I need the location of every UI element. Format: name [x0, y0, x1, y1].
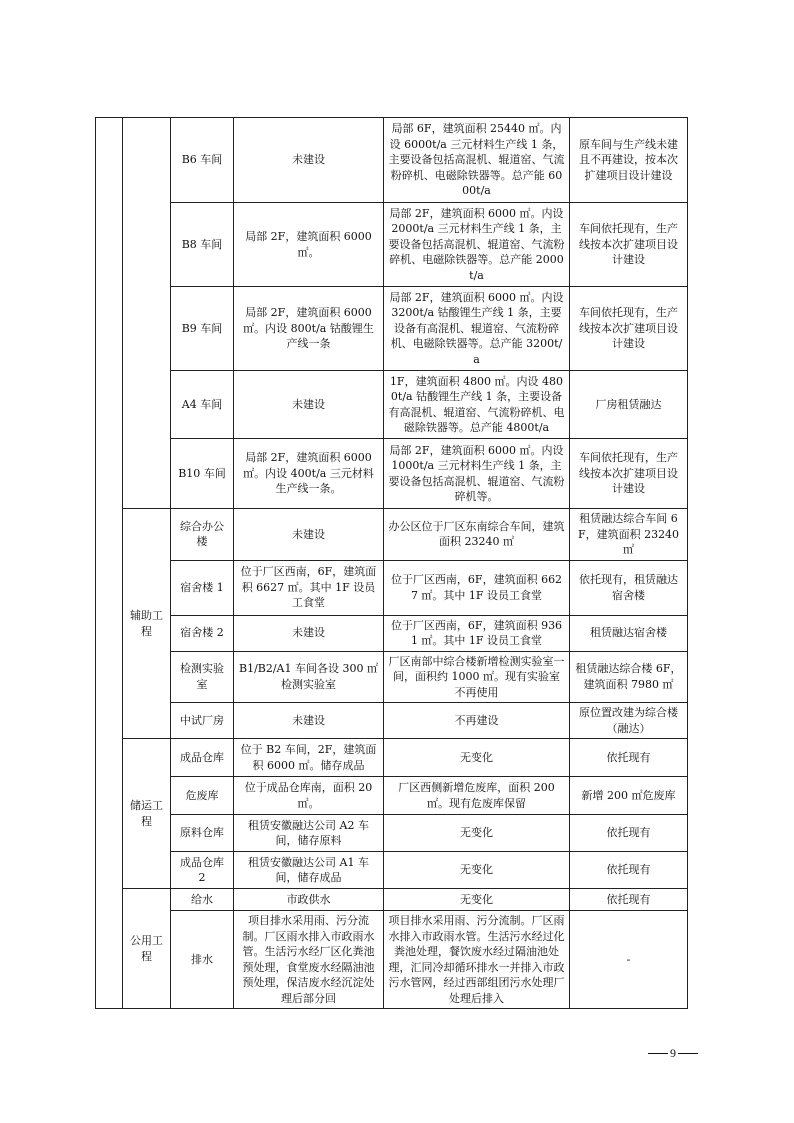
change-note-cell: 依托现有 [570, 889, 688, 911]
prev-status-cell: 局部 2F，建筑面积 6000 ㎡。内设 800t/a 钴酸锂生产线一条 [234, 287, 384, 371]
current-plan-cell: 厂区南部中综合楼新增检测实验室一间，面积约 1000 ㎡。现有实验室不再使用 [384, 651, 570, 703]
current-plan-cell: 不再建设 [384, 703, 570, 739]
current-plan-cell: 局部 2F，建筑面积 6000 ㎡。内设 3200t/a 钴酸锂生产线 1 条，主要设备有高混机、辊道窑、气流粉碎机、电磁除铁器等。总产能 3200t/a [384, 287, 570, 371]
item-name-cell: 给水 [171, 889, 234, 911]
change-note-cell: 厂房租赁融达 [570, 371, 688, 439]
item-name-cell: 检测实验室 [171, 651, 234, 703]
table-row [96, 118, 688, 203]
prev-status-cell: 未建设 [234, 118, 384, 203]
current-plan-cell: 局部 2F，建筑面积 6000 ㎡。内设 2000t/a 三元材料生产线 1 条，主要设备包括高混机、辊道窑、气流粉碎机、电磁除铁器等。总产能 2000t/a [384, 203, 570, 287]
table-row [96, 560, 688, 615]
prev-status-cell: 未建设 [234, 615, 384, 651]
page-number [648, 1046, 698, 1061]
table-row [96, 203, 688, 287]
prev-status-cell: 市政供水 [234, 889, 384, 911]
prev-status-cell: 未建设 [234, 509, 384, 561]
item-name-cell: B9 车间 [171, 287, 234, 371]
change-note-cell: 租赁融达宿舍楼 [570, 615, 688, 651]
change-note-cell: 车间依托现有，生产线按本次扩建项目设计建设 [570, 287, 688, 371]
table-row [96, 439, 688, 509]
change-note-cell: 新增 200 ㎡危废库 [570, 777, 688, 815]
current-plan-cell: 位于厂区西南，6F，建筑面积 9361 ㎡。其中 1F 设员工食堂 [384, 615, 570, 651]
prev-status-cell: 项目排水采用雨、污分流制。厂区雨水排入市政雨水管。生活污水经厂区化粪池预处理，食堂废水经隔油池预处理，保洁废水经沉淀处理后部分回 [234, 911, 384, 1009]
prev-status-cell: 租赁安徽融达公司 A2 车间，储存原料 [234, 815, 384, 852]
prev-status-cell: 位于 B2 车间，2F，建筑面积 6000 ㎡。储存成品 [234, 739, 384, 777]
item-name-cell: 宿舍楼 1 [171, 560, 234, 615]
prev-status-cell: 未建设 [234, 703, 384, 739]
table-row [96, 703, 688, 739]
category-cell-main-works [123, 118, 171, 509]
item-name-cell: 原料仓库 [171, 815, 234, 852]
item-name-cell: 排水 [171, 911, 234, 1009]
current-plan-cell: 无变化 [384, 739, 570, 777]
prev-status-cell: 局部 2F，建筑面积 6000 ㎡。 [234, 203, 384, 287]
current-plan-cell: 办公区位于厂区东南综合车间，建筑面积 23240 ㎡ [384, 509, 570, 561]
table-row [96, 889, 688, 911]
change-note-cell: 租赁融达综合楼 6F，建筑面积 7980 ㎡ [570, 651, 688, 703]
table-row [96, 911, 688, 1009]
change-note-cell: 依托现有，租赁融达宿舍楼 [570, 560, 688, 615]
page-number-value: 9 [670, 1046, 676, 1060]
project-composition-table [95, 117, 688, 1009]
prev-status-cell: 局部 2F，建筑面积 6000 ㎡。内设 400t/a 三元材料生产线一条。 [234, 439, 384, 509]
table-row [96, 651, 688, 703]
prev-status-cell: 位于成品仓库南，面积 20 ㎡。 [234, 777, 384, 815]
table-row [96, 815, 688, 852]
item-name-cell: B6 车间 [171, 118, 234, 203]
table-row [96, 615, 688, 651]
category-cell-storage: 储运工程 [123, 739, 171, 889]
table-row [96, 852, 688, 889]
item-name-cell: 中试厂房 [171, 703, 234, 739]
table-row [96, 287, 688, 371]
item-name-cell: 宿舍楼 2 [171, 615, 234, 651]
category-cell-auxiliary: 辅助工程 [123, 509, 171, 739]
item-name-cell: 综合办公楼 [171, 509, 234, 561]
prev-status-cell: 租赁安徽融达公司 A1 车间，储存成品 [234, 852, 384, 889]
change-note-cell: 车间依托现有，生产线按本次扩建项目设计建设 [570, 439, 688, 509]
change-note-cell: 原位置改建为综合楼（融达） [570, 703, 688, 739]
item-name-cell: 成品仓库 2 [171, 852, 234, 889]
prev-status-cell: 位于厂区西南，6F，建筑面积 6627 ㎡。其中 1F 设员工食堂 [234, 560, 384, 615]
change-note-cell: 依托现有 [570, 739, 688, 777]
item-name-cell: B10 车间 [171, 439, 234, 509]
current-plan-cell: 位于厂区西南，6F，建筑面积 6627 ㎡。其中 1F 设员工食堂 [384, 560, 570, 615]
item-name-cell: 成品仓库 [171, 739, 234, 777]
change-note-cell: - [570, 911, 688, 1009]
current-plan-cell: 局部 6F，建筑面积 25440 ㎡。内设 6000t/a 三元材料生产线 1 条，主要设备包括高混机、辊道窑、气流粉碎机、电磁除铁器等。总产能 6000t/a [384, 118, 570, 203]
current-plan-cell: 无变化 [384, 889, 570, 911]
table-row [96, 371, 688, 439]
current-plan-cell: 局部 2F，建筑面积 6000 ㎡。内设 1000t/a 三元材料生产线 1 条，主要设备包括高混机、辊道窑、气流粉碎机等。 [384, 439, 570, 509]
table-row [96, 509, 688, 561]
change-note-cell: 租赁融达综合车间 6F，建筑面积 23240 ㎡ [570, 509, 688, 561]
change-note-cell: 依托现有 [570, 815, 688, 852]
category-cell-utilities: 公用工程 [123, 889, 171, 1009]
table-row [96, 739, 688, 777]
current-plan-cell: 无变化 [384, 852, 570, 889]
prev-status-cell: 未建设 [234, 371, 384, 439]
table-row [96, 777, 688, 815]
current-plan-cell: 1F，建筑面积 4800 ㎡。内设 4800t/a 钴酸锂生产线 1 条，主要设备有高混机、辊道窑、气流粉碎机、电磁除铁器等。总产能 4800t/a [384, 371, 570, 439]
item-name-cell: 危废库 [171, 777, 234, 815]
item-name-cell: A4 车间 [171, 371, 234, 439]
current-plan-cell: 厂区西侧新增危废库，面积 200 ㎡。现有危废库保留 [384, 777, 570, 815]
current-plan-cell: 项目排水采用雨、污分流制。厂区雨水排入市政雨水管。生活污水经过化粪池处理，餐饮废水经过隔油池处理，汇同冷却循环排水一并排入市政污水管网，经过西部组团污水处理厂处理后排入 [384, 911, 570, 1009]
change-note-cell: 依托现有 [570, 852, 688, 889]
current-plan-cell: 无变化 [384, 815, 570, 852]
page-number-dash-right [678, 1053, 698, 1054]
prev-status-cell: B1/B2/A1 车间各设 300 ㎡检测实验室 [234, 651, 384, 703]
item-name-cell: B8 车间 [171, 203, 234, 287]
change-note-cell: 车间依托现有，生产线按本次扩建项目设计建设 [570, 203, 688, 287]
page-number-dash-left [648, 1053, 668, 1054]
blank-column-cell [96, 118, 123, 1009]
change-note-cell: 原车间与生产线未建且不再建设，按本次扩建项目设计建设 [570, 118, 688, 203]
